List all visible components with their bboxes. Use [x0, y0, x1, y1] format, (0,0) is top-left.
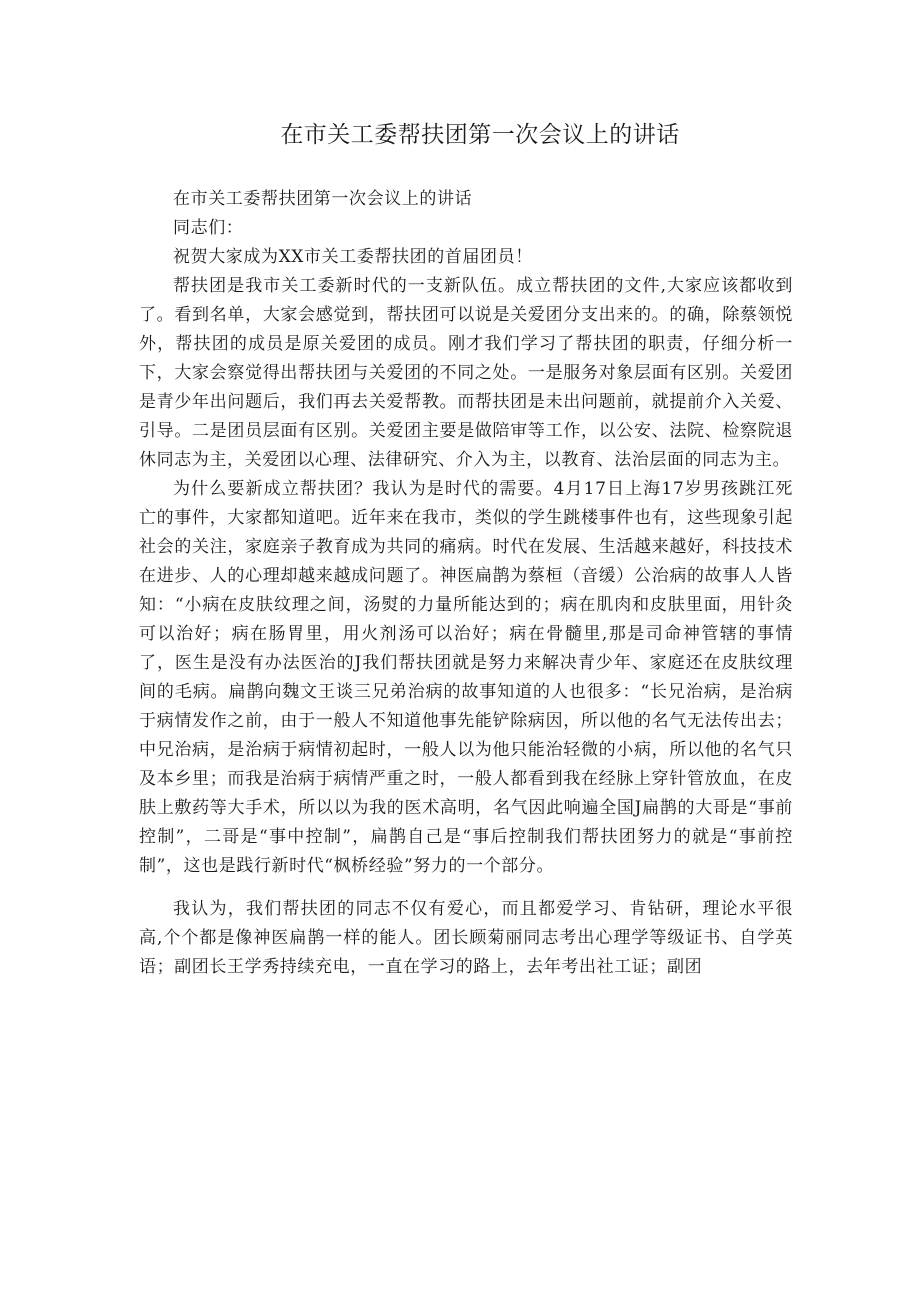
- paragraph-team-members: 我认为，我们帮扶团的同志不仅有爱心，而且都爱学习、肯钻研，理论水平很高,个个都是像神医扁鹊一样的能人。团长顾菊丽同志考出心理学等级证书、自学英语；副团长王学秀持续充电，一直在学习的路上，去年考出社工证；副团: [139, 899, 793, 977]
- document-title: 在市关工委帮扶团第一次会议上的讲话: [280, 122, 680, 148]
- paragraph-team-intro: 帮扶团是我市关工委新时代的一支新队伍。成立帮扶团的文件,大家应该都收到了。看到名单，大家会感觉到，帮扶团可以说是关爱团分支出来的。的确，除蔡领悦外，帮扶团的成员是原关爱团的成员。刚才我们学习了帮扶团的职责，仔细分析一下，大家会察觉得出帮扶团与关爱团的不同之处。一是服务对象层面有区别。关爱团是青少年出问题后，我们再去关爱帮教。而帮扶团是未出问题前，就提前介入关爱、引导。二是团员层面有区别。关爱团主要是做陪审等工作，以公安、法院、检察院退休同志为主，关爱团以心理、法律研究、介入为主，以教育、法治层面的同志为主。: [139, 276, 793, 470]
- paragraph-why-new-team: 为什么要新成立帮扶团？我认为是时代的需要。4月17日上海17岁男孩跳江死亡的事件，大家都知道吧。近年来在我市，类似的学生跳楼事件也有，这些现象引起社会的关注，家庭亲子教育成为共同的痛病。时代在发展、生活越来越好，科技技术在进步、人的心理却越来越成问题了。神医扁鹊为蔡桓（音缓）公治病的故事人人皆知：“小病在皮肤纹理之间，汤熨的力量所能达到的；病在肌肉和皮肤里面，用针灸可以治好；病在肠胃里，用火剂汤可以治好；病在骨髓里,那是司命神管辖的事情了，医生是没有办法医治的J我们帮扶团就是努力来解决青少年、家庭还在皮肤纹理间的毛病。扁鹊向魏文王谈三兄弟治病的故事知道的人也很多：“长兄治病，是治病于病情发作之前，由于一般人不知道他事先能铲除病因，所以他的名气无法传出去；中兄治病，是治病于病情初起时，一般人以为他只能治轻微的小病，所以他的名气只及本乡里；而我是治病于病情严重之时，一般人都看到我在经脉上穿针管放血，在皮肤上敷药等大手术，所以以为我的医术高明，名气因此响遍全国J扁鹊的大哥是“事前控制”，二哥是“事中控制”，扁鹊自己是“事后控制我们帮扶团努力的就是“事前控制”，这也是践行新时代“枫桥经验”努力的一个部分。: [139, 479, 793, 876]
- paragraph-salutation: 同志们：: [173, 218, 244, 238]
- paragraph-congratulation: 祝贺大家成为XX市关工委帮扶团的首届团员！: [173, 247, 533, 267]
- document-body: [139, 185, 793, 982]
- paragraph-subtitle: 在市关工委帮扶团第一次会议上的讲话: [173, 189, 473, 209]
